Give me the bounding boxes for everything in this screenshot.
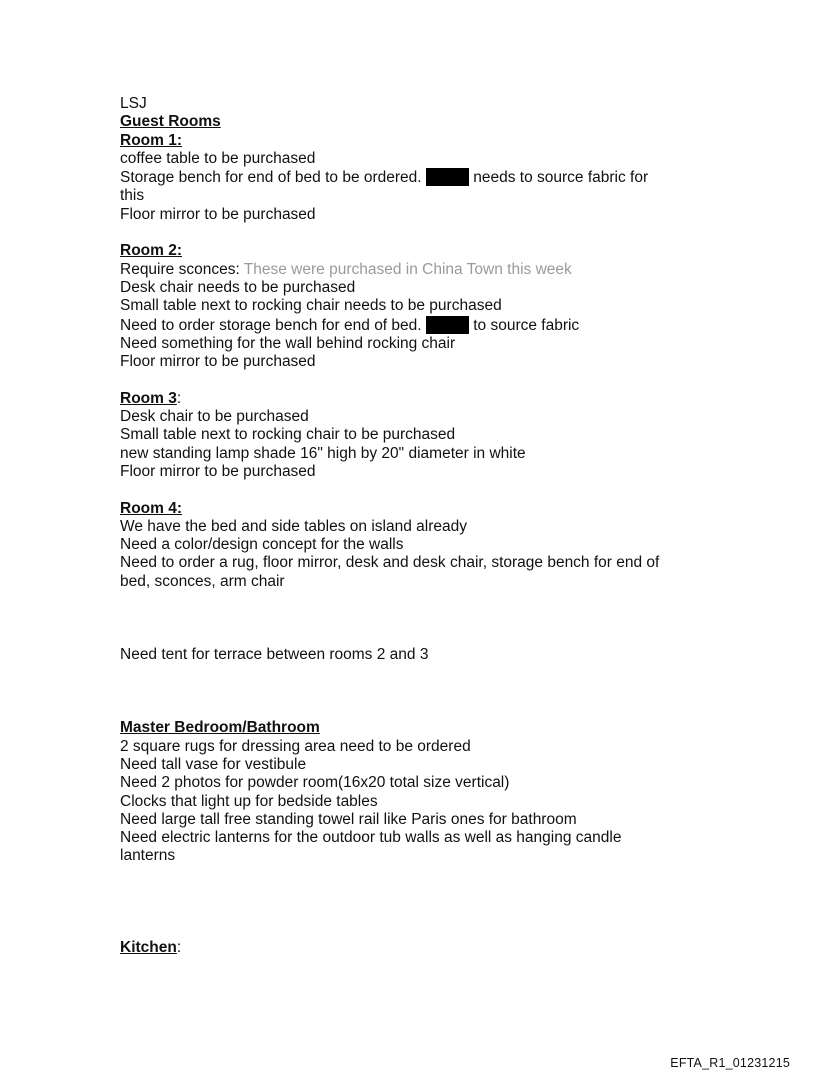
room3-heading-line [120,390,700,408]
room4-line: Need a color/design concept for the walls [120,536,404,554]
room2-line-text: Need to order storage bench for end of bed. [120,316,422,334]
kitchen-colon: : [176,938,182,956]
room1-line [120,168,700,187]
room2-heading: Room 2: [120,242,182,260]
master-line: Need electric lanterns for the outdoor tub walls as well as hanging candle lanterns [120,829,622,865]
room2-line: Floor mirror to be purchased [120,353,316,371]
room3-line: new standing lamp shade 16" high by 20" diameter in white [120,444,526,462]
room2-line-text: Require sconces: [120,260,240,278]
master-line: Need large tall free standing towel rail like Paris ones for bathroom [120,810,577,828]
room4-line: Need to order a rug, floor mirror, desk and desk chair, storage bench for end of bed, sconces, arm chair [120,554,660,590]
room2-gray-note: These were purchased in China Town this week [243,260,572,278]
kitchen-heading: Kitchen [120,938,177,956]
room1-heading: Room 1: [120,131,182,149]
document-body [120,95,700,957]
room2-line [120,316,700,335]
room3-line: Desk chair to be purchased [120,408,309,426]
terrace-note: Need tent for terrace between rooms 2 and 3 [120,646,429,664]
room1-line: Floor mirror to be purchased [120,205,316,223]
room3-line: Floor mirror to be purchased [120,462,316,480]
kitchen-heading-line [120,939,700,957]
room2-line: Need something for the wall behind rocking chair [120,334,456,352]
redaction-box [426,316,469,334]
room2-line [120,261,700,279]
room1-line: this [120,187,145,205]
room4-line: We have the bed and side tables on island already [120,517,467,535]
room1-line-text: needs to source fabric for [473,169,649,187]
room2-line-text: to source fabric [473,316,580,334]
room4-heading: Room 4: [120,499,182,517]
room3-colon: : [176,389,182,407]
master-line: Clocks that light up for bedside tables [120,792,378,810]
room1-line-text: Storage bench for end of bed to be ordered. [120,169,422,187]
guest-rooms-heading: Guest Rooms [120,113,221,131]
room2-line: Desk chair needs to be purchased [120,278,356,296]
master-heading: Master Bedroom/Bathroom [120,719,320,737]
room1-line: coffee table to be purchased [120,149,316,167]
room3-heading: Room 3 [120,389,177,407]
master-line: Need 2 photos for powder room(16x20 total size vertical) [120,774,510,792]
room3-line: Small table next to rocking chair to be purchased [120,426,456,444]
document-id: EFTA_R1_01231215 [670,1056,790,1070]
room2-line: Small table next to rocking chair needs to be purchased [120,297,502,315]
master-line: Need tall vase for vestibule [120,755,307,773]
header-initials: LSJ [120,95,147,112]
redaction-box [426,168,469,186]
master-line: 2 square rugs for dressing area need to be ordered [120,737,471,755]
